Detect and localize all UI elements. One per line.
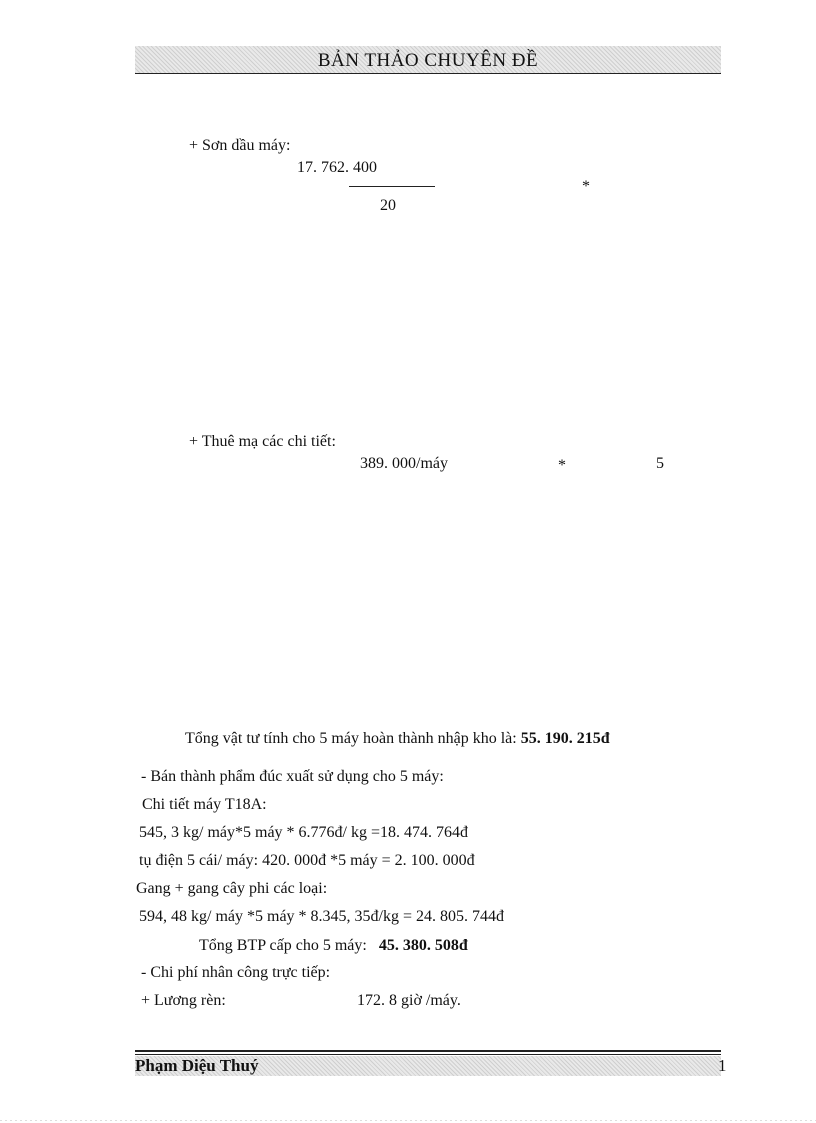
total-materials-label: Tổng vật tư tính cho 5 máy hoàn thành nhập kho là: bbox=[185, 730, 517, 747]
calc-line-2: tụ điện 5 cái/ máy: 420. 000đ *5 máy = 2. 100. 000đ bbox=[139, 852, 475, 869]
footer-rule-thick bbox=[135, 1050, 721, 1052]
calc-line-3: Gang + gang cây phi các loại: bbox=[136, 880, 328, 897]
part-title: Chi tiết máy T18A: bbox=[142, 796, 267, 813]
plating-label: + Thuê mạ các chi tiết: bbox=[189, 433, 336, 450]
footer-page-number: 1 bbox=[718, 1056, 727, 1075]
plating-operator: * bbox=[558, 457, 566, 474]
page-header bbox=[135, 46, 721, 73]
total-btp-value: 45. 380. 508đ bbox=[378, 937, 468, 954]
total-btp-label: Tổng BTP cấp cho 5 máy: bbox=[199, 937, 367, 954]
total-btp-row bbox=[199, 937, 468, 955]
paint-oil-operator: * bbox=[582, 178, 590, 195]
labor-title: - Chi phí nhân công trực tiếp: bbox=[141, 964, 331, 981]
calc-line-4: 594, 48 kg/ máy *5 máy * 8.345, 35đ/kg = 24. 805. 744đ bbox=[139, 908, 505, 925]
calc-line-1: 545, 3 kg/ máy*5 máy * 6.776đ/ kg =18. 474. 764đ bbox=[139, 824, 469, 841]
paint-oil-label: + Sơn dầu máy: bbox=[189, 137, 291, 154]
semi-products-title: - Bán thành phẩm đúc xuất sử dụng cho 5 máy: bbox=[141, 768, 444, 785]
footer-author: Phạm Diệu Thuý bbox=[135, 1056, 259, 1075]
paint-oil-denominator: 20 bbox=[380, 197, 396, 214]
plating-value: 389. 000/máy bbox=[360, 455, 448, 472]
total-materials-row bbox=[185, 730, 610, 748]
header-title: BẢN THẢO CHUYÊN ĐỀ bbox=[317, 50, 539, 71]
wage-label: + Lương rèn: bbox=[141, 992, 226, 1009]
footer-rule-thin bbox=[135, 1054, 721, 1055]
fraction-line bbox=[349, 186, 435, 187]
page-bottom-edge bbox=[0, 1120, 816, 1121]
wage-value: 172. 8 giờ /máy. bbox=[357, 992, 461, 1009]
total-materials-value: 55. 190. 215đ bbox=[520, 730, 610, 747]
plating-qty: 5 bbox=[656, 455, 664, 472]
paint-oil-numerator: 17. 762. 400 bbox=[297, 159, 377, 176]
header-rule bbox=[135, 73, 721, 74]
